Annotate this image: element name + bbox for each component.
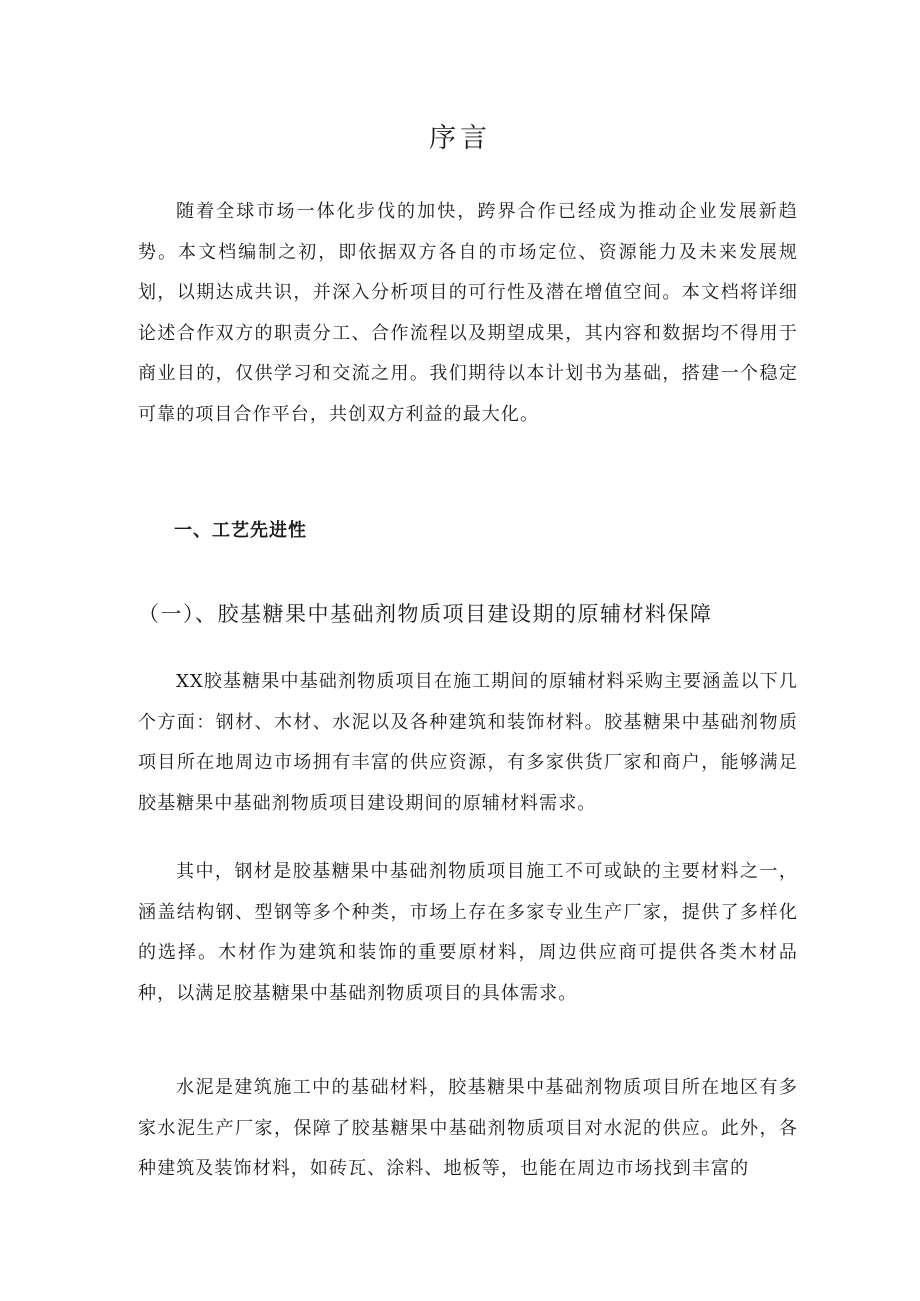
body-paragraph: XX胶基糖果中基础剂物质项目在施工期间的原辅材料采购主要涵盖以下几个方面：钢材、木材、水泥以及各种建筑和装饰材料。胶基糖果中基础剂物质项目所在地周边市场拥有丰富的供应资源，有多家供货厂家和商户，能够满足胶基糖果中基础剂物质项目建设期间的原辅材料需求。	[138, 671, 798, 814]
preface-paragraph: 随着全球市场一体化步伐的加快，跨界合作已经成为推动企业发展新趋势。本文档编制之初，即依据双方各自的市场定位、资源能力及未来发展规划，以期达成共识，并深入分析项目的可行性及潜在增值空间。本文档将详细论述合作双方的职责分工、合作流程以及期望成果，其内容和数据均不得用于商业目的，仅供学习和交流之用。我们期待以本计划书为基础，搭建一个稳定可靠的项目合作平台，共创双方利益的最大化。	[138, 201, 798, 425]
body-paragraph: 其中，钢材是胶基糖果中基础剂物质项目施工不可或缺的主要材料之一，涵盖结构钢、型钢等多个种类，市场上存在多家专业生产厂家，提供了多样化的选择。木材作为建筑和装饰的重要原材料，周边供应商可提供各类木材品种，以满足胶基糖果中基础剂物质项目的具体需求。	[138, 861, 798, 1004]
body-paragraph: 水泥是建筑施工中的基础材料，胶基糖果中基础剂物质项目所在地区有多家水泥生产厂家，保障了胶基糖果中基础剂物质项目对水泥的供应。此外，各种建筑及装饰材料，如砖瓦、涂料、地板等，也能在周边市场找到丰富的	[138, 1077, 798, 1179]
subsection-heading: （一）、胶基糖果中基础剂物质项目建设期的原辅材料保障	[138, 602, 713, 626]
page-title: 序言	[429, 123, 491, 154]
section-heading: 一、工艺先进性	[174, 520, 307, 541]
